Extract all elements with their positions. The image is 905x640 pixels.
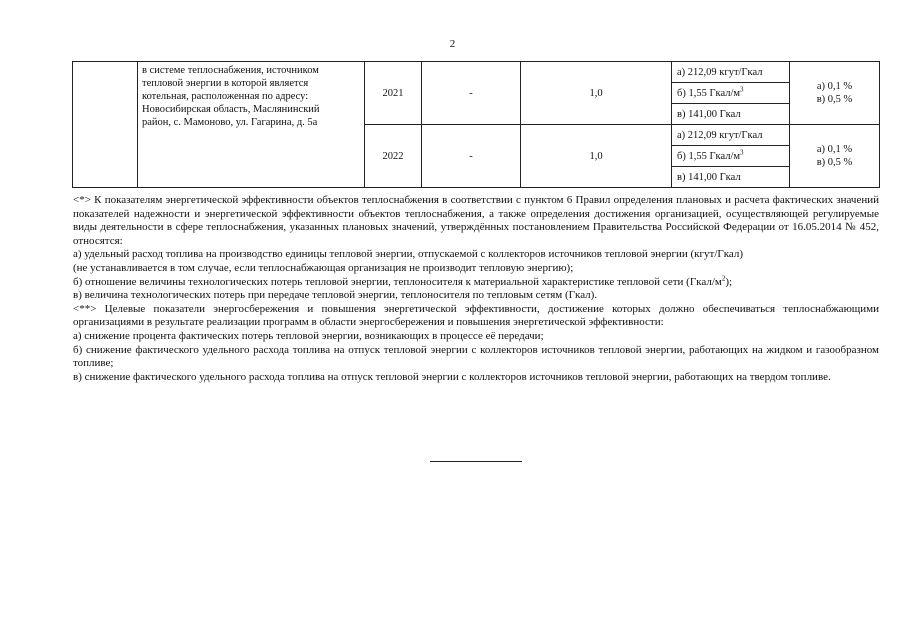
indicator-b-text: б) 1,55 Гкал/м: [677, 150, 741, 162]
indicator-b-text: б) 1,55 Гкал/м: [677, 87, 741, 99]
description-line: Новосибирская область, Маслянинский: [142, 104, 320, 115]
year-cell: 2021: [365, 62, 422, 125]
value-cell: 1,0: [521, 125, 672, 188]
target-item-a: а) снижение процента фактических потерь тепловой энергии, возникающих в процессе её передачи;: [73, 329, 544, 342]
indicator-b-cell: [672, 146, 790, 167]
indicator-c-cell: в) 141,00 Гкал: [672, 167, 790, 188]
indicator-c-cell: в) 141,00 Гкал: [672, 104, 790, 125]
indicator-b-superscript: 3: [740, 148, 744, 156]
target-item-b: б) снижение фактического удельного расхода топлива на отпуск тепловой энергии с коллекторов источников тепловой энергии, работающих на жидком и газообразном топливе;: [73, 343, 879, 370]
table-row: [73, 62, 880, 83]
page-number: 2: [449, 38, 456, 50]
target-b: в) 0,5 %: [816, 94, 853, 105]
footnote-item-b-text: б) отношение величины технологических потерь тепловой энергии, теплоносителя к материальной характеристике тепловой сети (Гкал/м: [73, 275, 722, 288]
footnote-item-a-continued: (не устанавливается в том случае, если теплоснабжающая организация не производит тепловую энергию);: [73, 261, 574, 274]
dash-cell: -: [422, 62, 521, 125]
target-cell: [790, 62, 880, 125]
footnote-item-b-superscript: 2: [721, 273, 726, 282]
indicator-b-cell: [672, 83, 790, 104]
footnote-energy-efficiency-indicators: <*> К показателям энергетической эффективности объектов теплоснабжения в соответствии с пунктом 6 Правил определения плановых и расчета фактических значений показателей надежности и энергетической эффективности объектов теплоснабжения, а также определения достижения организацией, осуществляющей регулируемые виды деятельности в сфере теплоснабжения, указанных плановых значений, утверждённых постановлением Правительства Российской Федерации от 16.05.2014 № 452, относятся:: [73, 194, 879, 247]
target-item-c: в) снижение фактического удельного расхода топлива на отпуск тепловой энергии с коллекторов источников тепловой энергии, работающих на твердом топливе.: [73, 370, 831, 383]
indicator-a-cell: а) 212,09 кгут/Гкал: [672, 62, 790, 83]
object-description-cell: [138, 62, 365, 188]
description-line: в системе теплоснабжения, источником: [142, 65, 319, 76]
description-line: район, с. Мамоново, ул. Гагарина, д. 5а: [142, 117, 318, 128]
value-cell: 1,0: [521, 62, 672, 125]
footnotes: [73, 194, 879, 384]
empty-cell: [73, 62, 138, 188]
footnote-item-c: в) величина технологических потерь при передаче тепловой энергии, теплоносителя по тепловым сетям (Гкал).: [73, 289, 598, 302]
footnote-item-b: [73, 273, 879, 290]
indicators-table: [72, 61, 880, 188]
target-a: а) 0,1 %: [816, 81, 853, 92]
indicator-a-cell: а) 212,09 кгут/Гкал: [672, 125, 790, 146]
dash-cell: -: [422, 125, 521, 188]
footnote-item-b-tail: );: [725, 275, 733, 288]
target-cell: [790, 125, 880, 188]
footer-divider: [430, 461, 522, 462]
indicator-b-superscript: 3: [740, 85, 744, 93]
target-a: а) 0,1 %: [816, 144, 853, 155]
footnote-target-indicators: <**> Целевые показатели энергосбережения и повышения энергетической эффективности, достижение которых должно обеспечиваться теплоснабжающими организациями в результате реализации программ в области энергосбережения и повышения энергетической эффективности:: [73, 302, 879, 329]
target-b: в) 0,5 %: [816, 157, 853, 168]
footnote-item-a: а) удельный расход топлива на производство единицы тепловой энергии, отпускаемой с коллекторов источников тепловой энергии (кгут/Гкал): [73, 248, 744, 261]
description-line: котельная, расположенная по адресу:: [142, 91, 309, 102]
description-line: тепловой энергии в которой является: [142, 78, 309, 89]
year-cell: 2022: [365, 125, 422, 188]
